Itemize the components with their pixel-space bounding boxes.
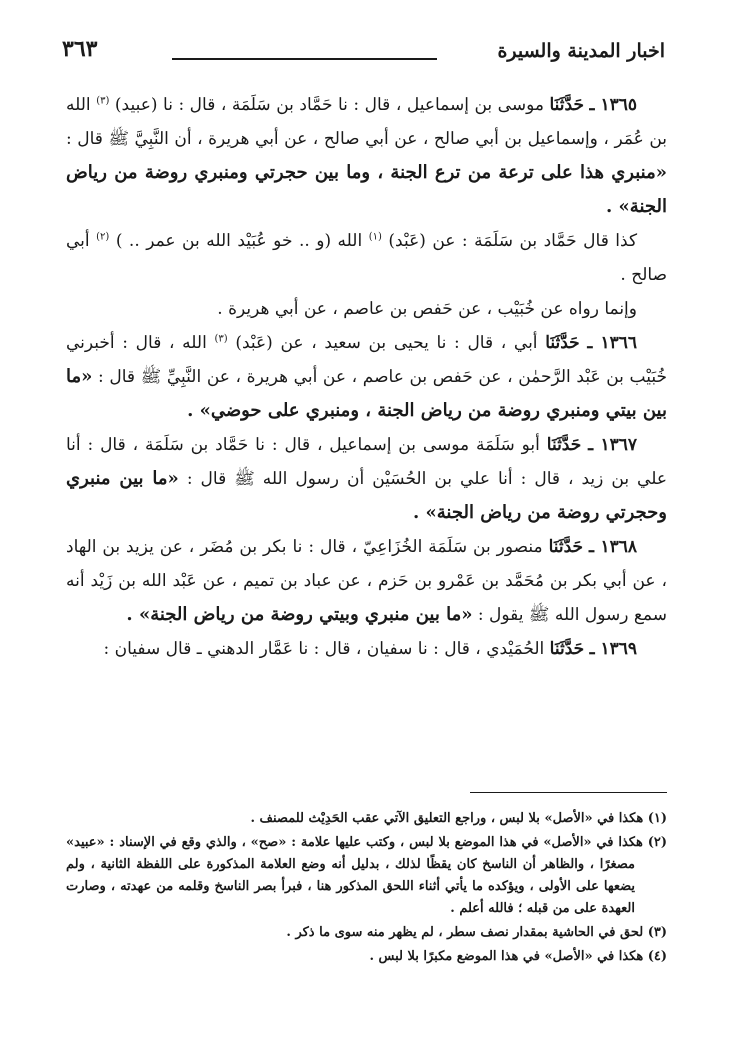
hadith-matn: «ما بين بيتي ومنبري روضة من رياض الجنة ، ومنبري على حوضي» .	[66, 366, 667, 421]
footnote-ref: (١)	[368, 231, 382, 243]
footnote-3: (٣) لحق في الحاشية بمقدار نصف سطر ، لم يظهر منه سوى ما ذكر .	[286, 925, 667, 940]
hadith-opening: حَدَّثَنَا	[546, 435, 582, 455]
isnad-text: منصور بن سَلَمَة الخُزَاعِيّ ، قال : نا بكر بن مُضَر ، عن يزيد بن الهاد ، عن أبي بكر بن مُحَمَّد بن عَمْرو بن حَزم ، عن عباد بن تميم ، عن عَبْد الله بن زَيْد أنه سمع رسول الله ﷺ يقول :	[66, 537, 667, 625]
footnotes	[66, 808, 667, 970]
footnote-ref: (٢)	[96, 231, 110, 243]
running-title: اخبار المدينة والسيرة	[497, 40, 665, 62]
commentary-text: وإنما رواه عن خُبَيْب ، عن حَفص بن عاصم ، عن أبي هريرة .	[217, 299, 637, 319]
isnad-text: أبو سَلَمَة موسى بن إسماعيل ، قال : نا حَمَّاد بن سَلَمَة ، قال : أنا علي بن زيد ، قال : أنا علي بن الحُسَيْن أن رسول الله ﷺ قال :	[66, 435, 668, 489]
hadith-1368	[66, 530, 667, 632]
isnad-text: الله بن عُمَر ، وإسماعيل بن أبي صالح ، عن أبي صالح ، عن أبي هريرة ، أن النَّبِيَّ ﷺ قال :	[66, 95, 667, 149]
footnote-2: (٢) هكذا في «الأصل» في هذا الموضع بلا لبس ، وكتب عليها علامة : «صح» ، والذي وقع في الإسناد : «عبيد» مصغرًا ، والظاهر أن الناسخ كان يقظًا لذلك ، بدليل أنه وضع العلامة المذكورة على اللفظة الثانية ، ولم يضعها على الأولى ، ويؤكده ما يأتي أثناء اللحق المذكور هنا ، فبرأ بصر الناسخ وقلمه من عهدته ، وصارت العهدة على من قبله ؛ فالله أعلم .	[66, 835, 667, 916]
main-text	[66, 88, 667, 666]
hadith-matn: «ما بين منبري وبيتي روضة من رياض الجنة» .	[126, 604, 473, 625]
hadith-1366	[66, 326, 667, 428]
footnote-4: (٤) هكذا في «الأصل» في هذا الموضع مكبرًا بلا لبس .	[369, 949, 667, 964]
footnote-ref: (٣)	[214, 333, 228, 345]
hadith-opening: حَدَّثَنَا	[545, 333, 580, 353]
hadith-matn: «منبري هذا على ترعة من ترع الجنة ، وما بين حجرتي ومنبري روضة من رياض الجنة» .	[66, 162, 667, 217]
hadith-opening: حَدَّثَنَا	[548, 537, 584, 557]
hadith-1365	[66, 88, 667, 224]
hadith-opening: حَدَّثَنَا	[549, 95, 584, 115]
hadith-number: ١٣٦٥ ـ	[589, 95, 638, 115]
footnote-separator	[470, 792, 667, 793]
page-number: ٣٦٣	[62, 36, 98, 62]
header-rule	[172, 58, 437, 60]
hadith-matn: «ما بين منبري وحجرتي روضة من رياض الجنة» .	[66, 468, 667, 523]
commentary	[66, 224, 667, 292]
hadith-1369	[66, 632, 667, 666]
isnad-text: موسى بن إسماعيل ، قال : نا حَمَّاد بن سَلَمَة ، قال : نا (عبيد)	[114, 95, 544, 115]
hadith-opening: حَدَّثَنَا	[549, 639, 585, 659]
hadith-number: ١٣٦٧ ـ	[588, 435, 637, 455]
hadith-1367	[66, 428, 667, 530]
commentary-text: الله (و .. خو عُبَيْد الله بن عمر .. )	[115, 231, 363, 251]
footnote-ref: (٣)	[96, 95, 110, 107]
isnad-text: الله ، قال : أخبرني خُبَيْب بن عَبْد الرَّحمٰن ، عن حَفص بن عاصم ، عن أبي هريرة ، عن النَّبِيِّ ﷺ قال :	[66, 333, 667, 387]
footnote-1: (١) هكذا في «الأصل» بلا لبس ، وراجع التعليق الآتي عقب الحَدِيْث للمصنف .	[250, 811, 667, 826]
hadith-number: ١٣٦٨ ـ	[589, 537, 638, 557]
hadith-number: ١٣٦٩ ـ	[589, 639, 637, 659]
isnad-text: أبي ، قال : نا يحيى بن سعيد ، عن (عَبْد)	[235, 333, 538, 353]
commentary-text: أبي صالح .	[66, 231, 667, 285]
commentary	[66, 292, 667, 326]
commentary-text: كذا قال حَمَّاد بن سَلَمَة : عن (عَبْد)	[388, 231, 638, 251]
isnad-text: الحُمَيْدي ، قال : نا سفيان ، قال : نا عَمَّار الدهني ـ قال سفيان :	[103, 639, 545, 659]
page-header	[62, 36, 665, 70]
hadith-number: ١٣٦٦ ـ	[587, 333, 638, 353]
